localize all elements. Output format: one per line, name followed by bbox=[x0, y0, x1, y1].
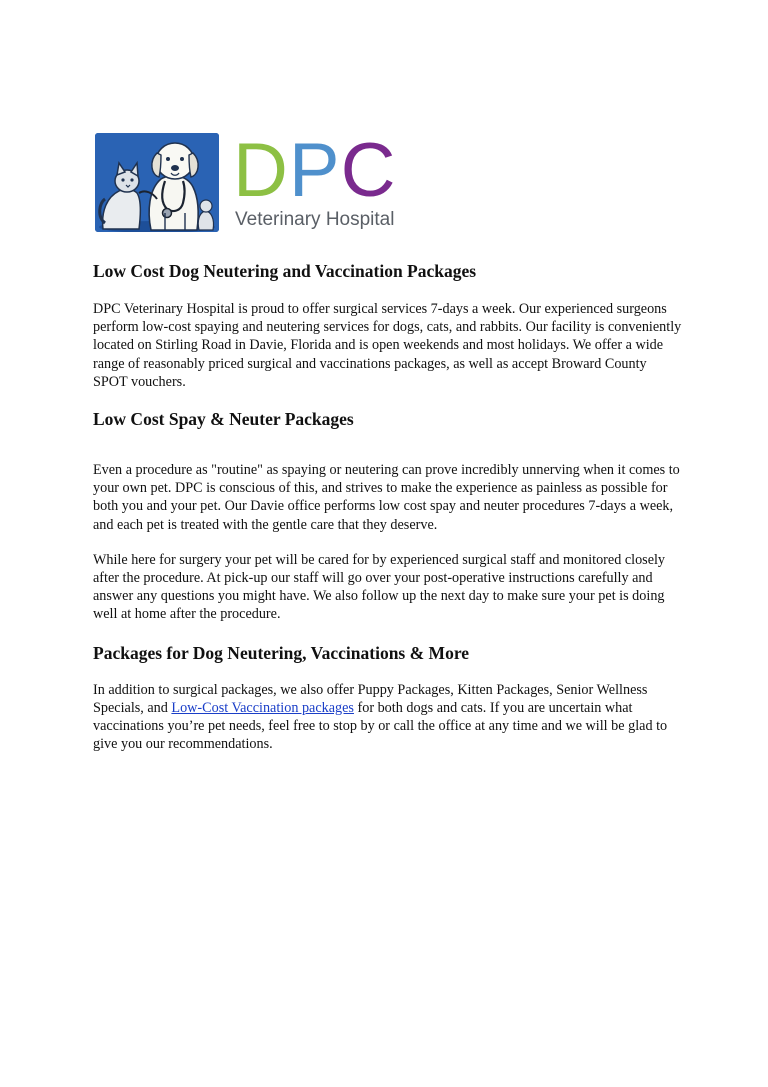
dog-and-cat-with-stethoscope-icon bbox=[95, 133, 219, 232]
spay-paragraph-1: Even a procedure as "routine" as spaying or neutering can prove incredibly unnerving when it comes to your own pet. DPC is conscious of this, and strives to make the experience as painless as possible for both you and your pet. Our Davie office performs low cost spay and neuter procedures 7-days a week, and each pet is treated with the gentle care that they deserve. bbox=[93, 462, 680, 533]
main-heading: Low Cost Dog Neutering and Vaccination Packages bbox=[93, 261, 477, 281]
vaccination-packages-link[interactable]: Low-Cost Vaccination packages bbox=[171, 699, 354, 716]
packages-heading: Packages for Dog Neutering, Vaccinations & More bbox=[93, 642, 470, 663]
packages-text-after-link: for both dogs and cats. If you are uncertain what vaccinations you’re pet needs, feel free to stop by or call the office at any time and we will be glad to give you our recommendations. bbox=[93, 699, 668, 753]
dpc-logo bbox=[95, 128, 425, 233]
packages-text-before-link: In addition to surgical packages, we also offer Puppy Packages, Kitten Packages, Senior Wellness Specials, and bbox=[93, 681, 648, 716]
logo-letter-d: D bbox=[233, 128, 289, 213]
spay-paragraph-2: While here for surgery your pet will be cared for by experienced surgical staff and monitored closely after the procedure. At pick-up our staff will go over your post-operative instructions carefully and answer any questions you might have. We also follow up the next day to make sure your pet is doing well at home after the procedure. bbox=[93, 551, 666, 623]
packages-paragraph bbox=[93, 681, 683, 754]
logo-letter-c: C bbox=[340, 128, 397, 213]
spay-neuter-heading: Low Cost Spay & Neuter Packages bbox=[93, 409, 354, 430]
intro-paragraph: DPC Veterinary Hospital is proud to offer surgical services 7-days a week. Our experienced surgeons perform low-cost spaying and neutering services for dogs, cats, and rabbits. Our facility is conveniently located on Stirling Road in Davie, Florida and is open weekends and most holidays. We offer a wide range of reasonably priced surgical and vaccinations packages, as well as accept Broward County SPOT vouchers. bbox=[93, 301, 682, 390]
dpc-logo-letters bbox=[233, 128, 397, 213]
document-content bbox=[93, 260, 683, 753]
logo-letter-p: P bbox=[288, 128, 341, 213]
logo-subtitle: Veterinary Hospital bbox=[235, 209, 395, 230]
